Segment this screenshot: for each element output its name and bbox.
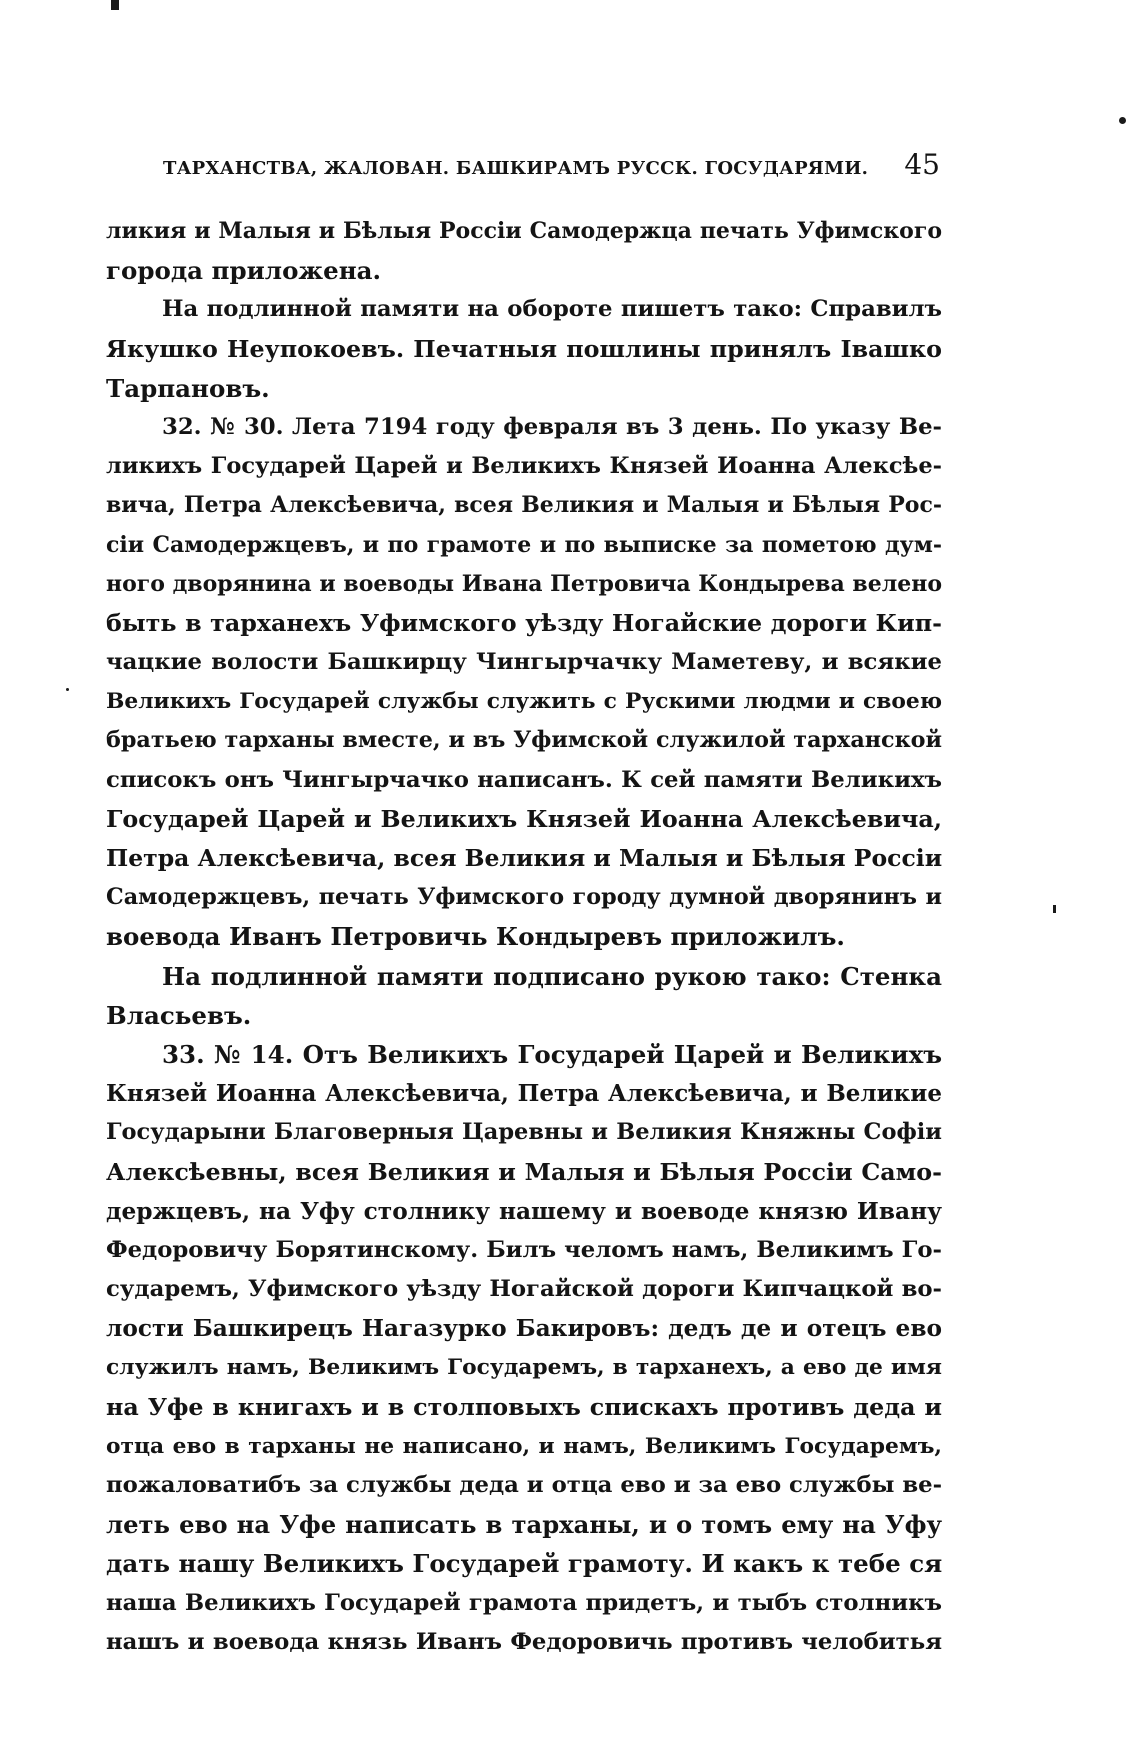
text-line: быть в тарханехъ Уфимского уѣзду Ногайские дороги Кип- (106, 608, 942, 637)
text-line: вича, Петра Алексѣевича, всея Великия и Малыя и Бѣлыя Рос- (106, 492, 942, 519)
text-line: лости Башкирецъ Нагазурко Бакировъ: дедъ де и отецъ ево (106, 1315, 942, 1343)
ink-dot (1119, 117, 1126, 124)
text-line: отца ево в тарханы не написано, и намъ, Великимъ Государемъ, (106, 1433, 942, 1459)
text-line: братьею тарханы вместе, и въ Уфимской служилой тарханской (106, 727, 942, 754)
text-line: Алексѣевны, всея Великия и Малыя и Бѣлыя Россіи Само- (106, 1157, 942, 1186)
page-number: 45 (904, 148, 940, 181)
ink-tick (1053, 905, 1056, 913)
ink-dot (66, 688, 69, 691)
print-mark (111, 0, 119, 10)
text-line: списокъ онъ Чингырчачко написанъ. К сей памяти Великихъ (106, 766, 942, 793)
text-line: сударемъ, Уфимского уѣзду Ногайской дороги Кипчацкой во- (106, 1276, 942, 1303)
text-line: воевода Иванъ Петровичь Кондыревъ приложилъ. (106, 922, 845, 952)
text-line: города приложена. (106, 256, 382, 286)
text-line: леть ево на Уфе написать в тарханы, и о томъ ему на Уфу (106, 1510, 942, 1540)
text-line: На подлинной памяти подписано рукою тако: Стенка (162, 961, 942, 991)
text-line: Петра Алексѣевича, всея Великия и Малыя и Бѣлыя Россіи (106, 844, 942, 872)
text-line: Государей Царей и Великихъ Князей Иоанна Алексѣевича, (106, 804, 942, 833)
text-line: держцевъ, на Уфу столнику нашему и воеводе князю Ивану (106, 1197, 942, 1225)
body-text (106, 212, 942, 1662)
text-line: ликия и Малыя и Бѣлыя Россіи Самодержца печать Уфимского (106, 218, 942, 244)
text-line: Князей Иоанна Алексѣевича, Петра Алексѣевича, и Великие (106, 1080, 942, 1108)
text-line: Самодержцевъ, печать Уфимского городу думной дворянинъ и (106, 884, 942, 911)
text-line: Великихъ Государей службы служить с Рускими людми и своею (106, 689, 942, 715)
text-line: чацкие волости Башкирцу Чингырчачку Маметеву, и всякие (106, 649, 942, 676)
text-line: пожаловатибъ за службы деда и отца ево и за ево службы ве- (106, 1472, 942, 1498)
text-line: нашъ и воевода князь Иванъ Федоровичь противъ челобитья (106, 1628, 942, 1655)
text-line: Государыни Благоверныя Царевны и Великия Княжны Софіи (106, 1119, 942, 1146)
page-header (163, 148, 940, 184)
text-line: ликихъ Государей Царей и Великихъ Князей Иоанна Алексѣе- (106, 453, 942, 480)
text-line: 32. № 30. Лета 7194 году февраля въ 3 день. По указу Ве- (162, 413, 942, 440)
text-line: сіи Самодержцевъ, и по грамоте и по выписке за пометою дум- (106, 531, 942, 558)
text-line: Якушко Неупокоевъ. Печатныя пошлины принялъ Івашко (106, 334, 942, 363)
text-line: Тарпановъ. (106, 373, 270, 403)
text-line: на Уфе в книгахъ и в столповыхъ спискахъ противъ деда и (106, 1392, 942, 1421)
text-line: Власьевъ. (106, 1000, 252, 1030)
text-line: 33. № 14. Отъ Великихъ Государей Царей и Великихъ (162, 1039, 942, 1069)
text-line: Федоровичу Борятинскому. Билъ челомъ намъ, Великимъ Го- (106, 1236, 942, 1263)
text-line: ного дворянина и воеводы Ивана Петровича Кондырева велено (106, 570, 942, 597)
text-line: дать нашу Великихъ Государей грамоту. И какъ к тебе ся (106, 1549, 942, 1579)
running-head: ТАРХАНСТВА, ЖАЛОВАН. БАШКИРАМЪ РУССК. ГОСУДАРЯМИ. (163, 158, 869, 179)
text-line: служилъ намъ, Великимъ Государемъ, в тарханехъ, а ево де имя (106, 1355, 942, 1381)
text-line: На подлинной памяти на обороте пишетъ тако: Справилъ (162, 296, 942, 323)
text-line: наша Великихъ Государей грамота придетъ, и тыбъ столникъ (106, 1589, 942, 1616)
